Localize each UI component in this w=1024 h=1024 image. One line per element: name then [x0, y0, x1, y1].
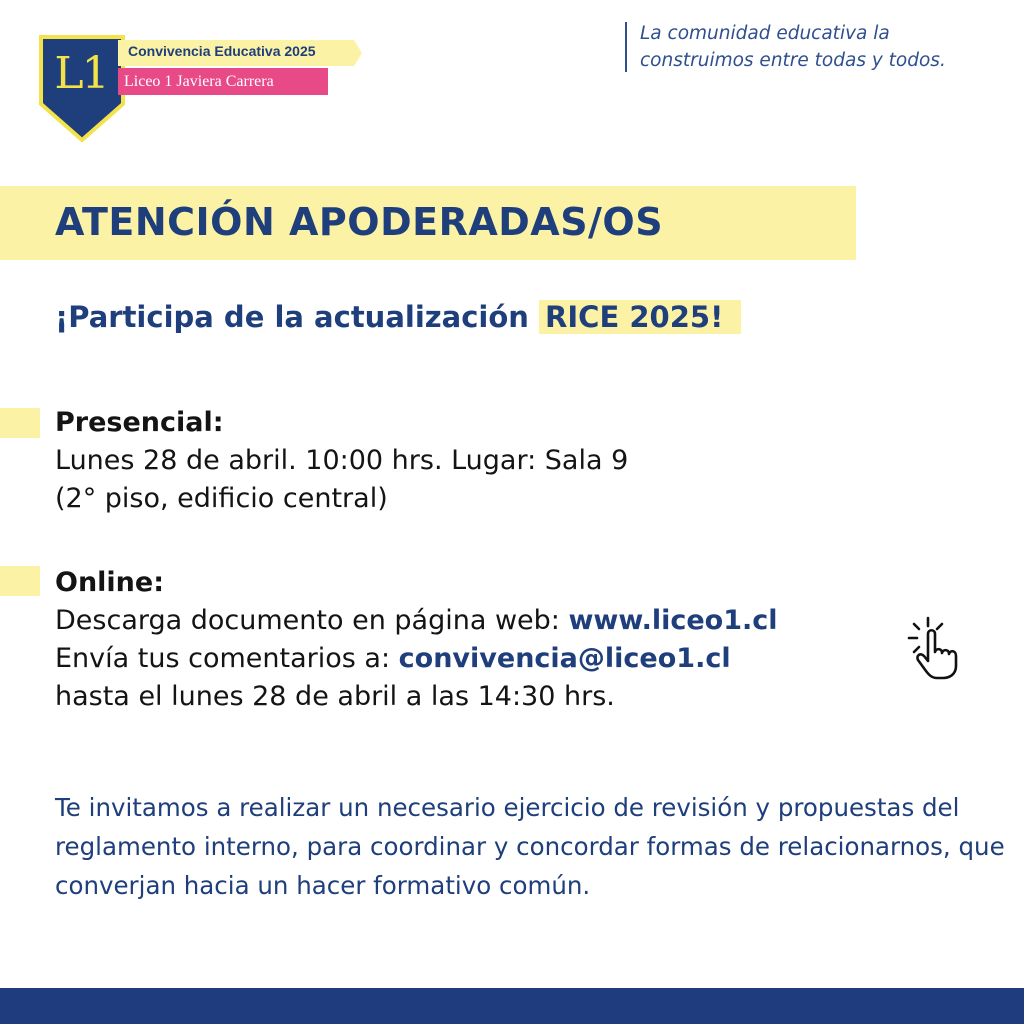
online-download-line — [55, 602, 778, 640]
comments-text: Envía tus comentarios a: — [55, 643, 391, 674]
email-link[interactable]: convivencia@liceo1.cl — [398, 643, 731, 674]
presencial-date-line: Lunes 28 de abril. 10:00 hrs. Lugar: Sala 9 — [55, 445, 629, 476]
presencial-location-line: (2° piso, edificio central) — [55, 483, 388, 514]
motto-line-1: La comunidad educativa la — [640, 23, 890, 44]
pointer-hand-icon — [906, 612, 974, 682]
program-title: Convivencia Educativa 2025 — [128, 43, 316, 59]
subtitle-highlight: RICE 2025! — [539, 300, 741, 334]
download-text: Descarga documento en página web: — [55, 605, 560, 636]
closing-paragraph: Te invitamos a realizar un necesario ejercicio de revisión y propuestas del reglamento interno, para coordinar y concordar formas de relacionarnos, que converjan hacia un hacer formativo común. — [55, 793, 1005, 900]
subtitle — [55, 294, 741, 340]
crest-monogram: L1 — [54, 48, 108, 99]
page-title: ATENCIÓN APODERADAS/OS — [55, 200, 664, 244]
online-marker — [0, 566, 40, 596]
subtitle-prefix: ¡Participa de la actualización — [55, 300, 529, 334]
school-crest — [38, 34, 128, 144]
motto — [640, 20, 1020, 74]
motto-divider — [625, 22, 627, 72]
motto-line-2: construimos entre todas y todos. — [640, 50, 946, 71]
online-heading: Online: — [55, 567, 165, 598]
presencial-marker — [0, 408, 40, 438]
presencial-heading: Presencial: — [55, 407, 224, 438]
school-name: Liceo 1 Javiera Carrera — [118, 68, 328, 95]
footer-band — [0, 988, 1024, 1024]
website-link[interactable]: www.liceo1.cl — [568, 605, 778, 636]
online-comments-line — [55, 640, 778, 678]
online-section — [55, 564, 778, 716]
online-deadline-line: hasta el lunes 28 de abril a las 14:30 hrs. — [55, 681, 615, 712]
presencial-section — [55, 404, 628, 518]
